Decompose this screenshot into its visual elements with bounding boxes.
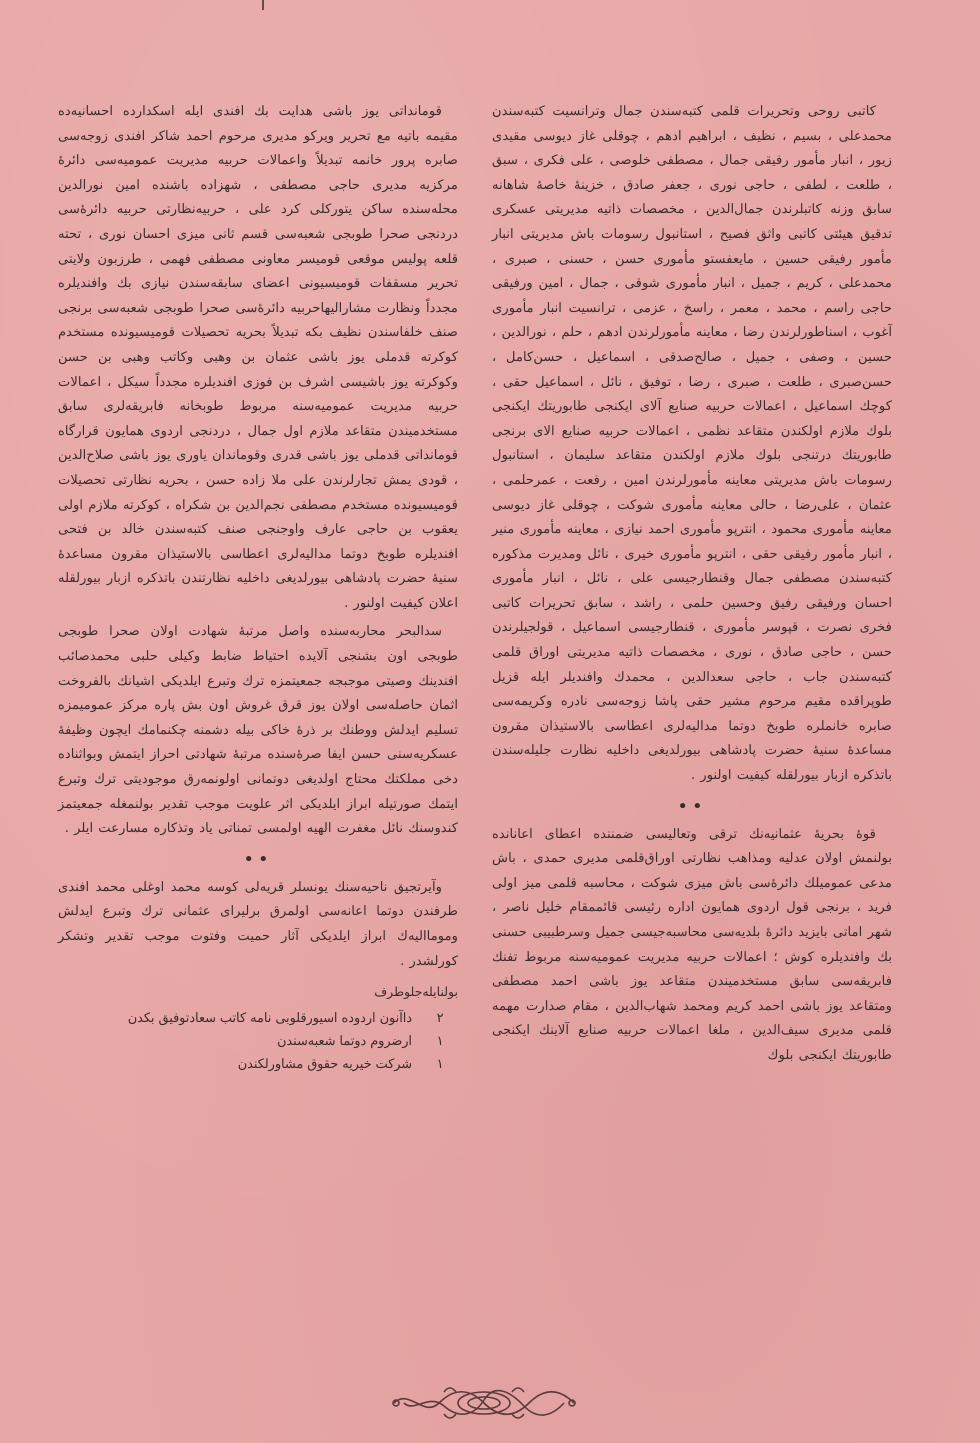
section-separator: •• — [243, 848, 273, 870]
paragraph-right-2: قوهٔ بحریهٔ عثمانیه‌نك ترقی وتعالیسی ضمننده اعطای اعانانده بولنمش اولان عدلیه ومذاهب نظارتی اوراق‌قلمی مدیری حمدی ، باش مدعی عمومیلك دائرهٔ‌سی باش میزی شوکت ، محاسبه قلمی میز اولی فرید ، برنجی قول اردوی همایون اداره رئیسی قائممقام خلیل ناصر ، شهر اماتی بایزید دائرهٔ بلدیه‌سی محاسبه‌جیسی جمیل وسرطبیبی حسنی بك وافندیلره کوش ؛ اعمالات حربیه مدیریت عمومیه‌سنه مربوط تفنك فابریقه‌سی سابق مستخدمیندن متقاعد یوز باشی احمد مصطفی ومتقاعد یوز باشی احمد کریم ومحمد شهاب‌الدین ، مقام صدارت مهمه قلمی مدیری سیف‌الدین ، ملغا اعمالات حربیه صنایع آلاینك ایکنجی طابوریتك ایکنجی بلوك — [492, 826, 892, 1063]
paragraph-right-1: کاتبی روحی وتحریرات قلمی کتبه‌سندن جمال وترانسیت کتبه‌سندن محمدعلی ، بسیم ، نظیف ، ابراهیم ادهم ، چوقلی غاز دیوسی مقیدی زیور ، انبار مأمور رفیقی جمال ، مصطفی خلوصی ، علی فکری ، سبق ، طلعت ، لطفی ، حاجی نوری ، جعفر صادق ، خزینهٔ خاصهٔ شاهانه سابق وزنه کاتبلرندن جمال‌الدین ، مخصصات ذاتیه مدیریتی عسکری تدقیق هیئتی کاتبی واثق فصیح ، استانبول رسومات باش مدیریتی انبار مأمور رفیقی حسین ، مایعفستو مأموری حسن ، حسنی ، صبری ، محمدعلی ، کریم ، جمیل ، انبار مأموری شوقی ، جمال ، امین ورفیقی حاجی راسم ، محمد ، معمر ، راسخ ، عزمی ، ترانسیت انبار مأموری آغوب ، اسناطورلرندن رضا ، معاینه مأمورلرندن ادهم ، حلم ، نورالدین ، حسین ، وصفی ، جمیل ، صالح‌صدقی ، اسماعیل ، حسن‌کامل ، حسن‌صبری ، طلعت ، صبری ، رضا ، توفیق ، نائل ، اسماعیل حقی ، کوچك اسماعیل ، اعمالات حربیه صنایع آلای ایکنجی طابوریتك ایکنجی بلوك ملازم اولکندن متقاعد نظمی ، اعمالات حربیه صنایع الای برنجی طابوریتك درتنجی بلوك ملازم اولکندن متقاعد سلیمان ، استانبول رسومات باش مدیریتی معاینه مأمورلرندن امین ، رفعت ، عمرحلمی ، عثمان ، علی‌رضا ، حالی معاینه مأموری شوکت ، چوقلی غاز دیوسی معاینه مأموری محمود ، انترپو مأموری احمد نیازی ، معاینه مأموری منیر ، انبار مأمور رفیقی حقی ، انترپو مأموری خیری ، نائل ومدیرت مذکوره کتبه‌سندن مصطفی جمال وقنطارجیسی علی ، نائل ، انبار مأموری احسان ورفیقی رفیق وحسین حلمی ، راشد ، سابق تحریرات کاتبی فخری نصرت ، قپوسر مأموری ، قنطارجیسی اسماعیل ، قولجیلرندن حسن ، حاجی صادق ، نوری ، مخصصات ذاتیه مدیریتی اوراق قلمی کتبه‌سندن جاب ، حاجی سعدالدین ، محمدك وافندیلر ایله قزیل طوپراقده مقیم مرحوم مشیر حقی پاشا زوجه‌سی نادره وکریمه‌سی صابره خانملره طوبخ دوتما مدالیه‌لری اعطاسی بالاستیذان مقرون مساعدهٔ سنیهٔ حضرت پادشاهی بیورلدیغی داخلیه نظارت جلیله‌سندن باتذکره ازبار بیورلقله کیفیت اولنور . — [492, 104, 892, 784]
list-item-number: ١ — [436, 1056, 444, 1072]
paragraph-left-1: قومانداتی یوز باشی هدایت بك افندی ایله اسکدارده احسانیه‌ده مقیمه باتیه مع تحریر ویرکو مدیری مرحوم احمد شاکر افندی زوجه‌سی صابره پرور خانمه تبدیلاً واعمالات حربیه مدیریت عمومیه‌سی دائرهٔ مرکزیه مدیری حاجی مصطفی ، شهزاده باشنده امین نورالدین محله‌سنده ساکن یتورکلی کرد علی ، حربیه‌نظارتی حربیه دائرهٔ‌سی دردنجی صحرا طوبجی شعبه‌سی قسم ثانی میزی احسان نوری ، تحته قلعه پولیس موقعی قومیسر معاونی مصطفی فهمی ، طرزبون ولایتی تحریر مسقفات قومیسیونی اعضای سابقه‌سندن نیازی بك وافندیلره مجدداً ونظارت مشارالیهاحربیه دائرهٔ‌سی صحرا طوبجی شعبه‌سی برنجی صنف خلفاسندن نظیف بکه تبدیلاً بحریه تحصیلات قومیسیونده مستخدم کوکرته قدملی یوز باشی عثمان بن وهبی وکاتب وهبی بن حسن وکوکرته یوز باشیسی اشرف بن فوزی افندیلره مجدداً سیکل ، اعمالات حربیه مدیریت عمومیه‌سنه مربوط طوبخانه فابریقه‌لری سابق مستخدمیندن متقاعد ملازم اول جمال ، دردنجی اردوی همایون قرارگاه قومانداتی قدملی یوز باشی قدری وقوماندان یاوری یوز باشی صلاح‌الدین ، قودی یمش تجارلرندن علی ملا زاده حسن ، بحریه نظارتی تحصیلات قومیسیونده مستخدم مصطفی نجم‌الدین بن شکراه ، کوکرته ملازم اولی یعقوب بن حاجی عارف واوجنجی صنف کتبه‌سندن خالد بن فتحی افندیلره طوبخ دوتما مدالیه‌لری اعطاسی بالاستیذان مقرون مساعدهٔ سنیهٔ حضرت پادشاهی بیورلدیغی داخلیه نظارتندن باتذکره ازبار بیورلقله اعلان کیفیت اولنور . — [58, 104, 458, 611]
list-item-text: داآنون اردوده اسیورقلوبی نامه کاتب سعادتوفیق بکدن — [127, 1010, 412, 1026]
paragraph-left-2: سدالبحر محاربه‌سنده واصل مرتبهٔ شهادت اولان صحرا طوبجی طوبجی اون بشنجی آلایده احتیاط ضابط وکیلی حلبی محمدصائب افندینك وصیتی موجبجه جمعیتمزه ترك وتبرع ایلدیکی اشیانك بالفروخت اثمان حاصله‌سی اولان یوز قرق غروش اون بش پاره مرکز عمومیمزه تسلیم ایدلش ووطنك بر ذرهٔ خاکی بیله دشمنه چکنمامك ایچون وظیفهٔ عسکریه‌سنی حسن ایفا صرهٔ‌سنده مرتبهٔ شهادتی احراز ایتمش وبواثناده دخی مملکتك محتاج اولدیغی دوتمانی اولونمه‌رق موجودیتی ترك وتبرع ایتمك صورتیله ابراز ایلدیکی اثر علویت موجب تقدیر بولنمغله جمعیتمز کندوسنك نائل مغفرت الهیه اولمسی تمناتی یاد وتذکاره مسارعت ایلر . — [58, 624, 458, 837]
decorative-ornament-icon — [384, 1378, 584, 1428]
list-item — [58, 1007, 458, 1030]
list-item-text: شرکت خیریه حقوق مشاورلکندن — [237, 1056, 412, 1072]
paragraph-left-3: وآیرتجیق ناحیه‌سنك یونسلر قریه‌لی کوسه محمد اوغلی محمد افندی طرفندن دوتما اعانه‌سی اولمرق برلیرای عثمانی ترك وتبرع ایدلش وموماالیه‌ك ابراز ایلدیکی آثار حمیت وفتوت موجب تقدیر وتشکر کورلشدر . — [58, 879, 458, 969]
right-column — [492, 100, 892, 1073]
list-item-number: ١ — [436, 1033, 444, 1049]
list-item-number: ٢ — [436, 1010, 444, 1026]
list-item-text: ارضروم دوتما شعبه‌سندن — [277, 1033, 412, 1049]
left-column — [58, 100, 458, 1076]
list-heading: بولنایله‌جلوطرف — [374, 984, 458, 1000]
list-item — [58, 1053, 458, 1076]
top-edge-mark — [262, 0, 264, 10]
list-item — [58, 1030, 458, 1053]
section-separator: •• — [677, 795, 707, 817]
